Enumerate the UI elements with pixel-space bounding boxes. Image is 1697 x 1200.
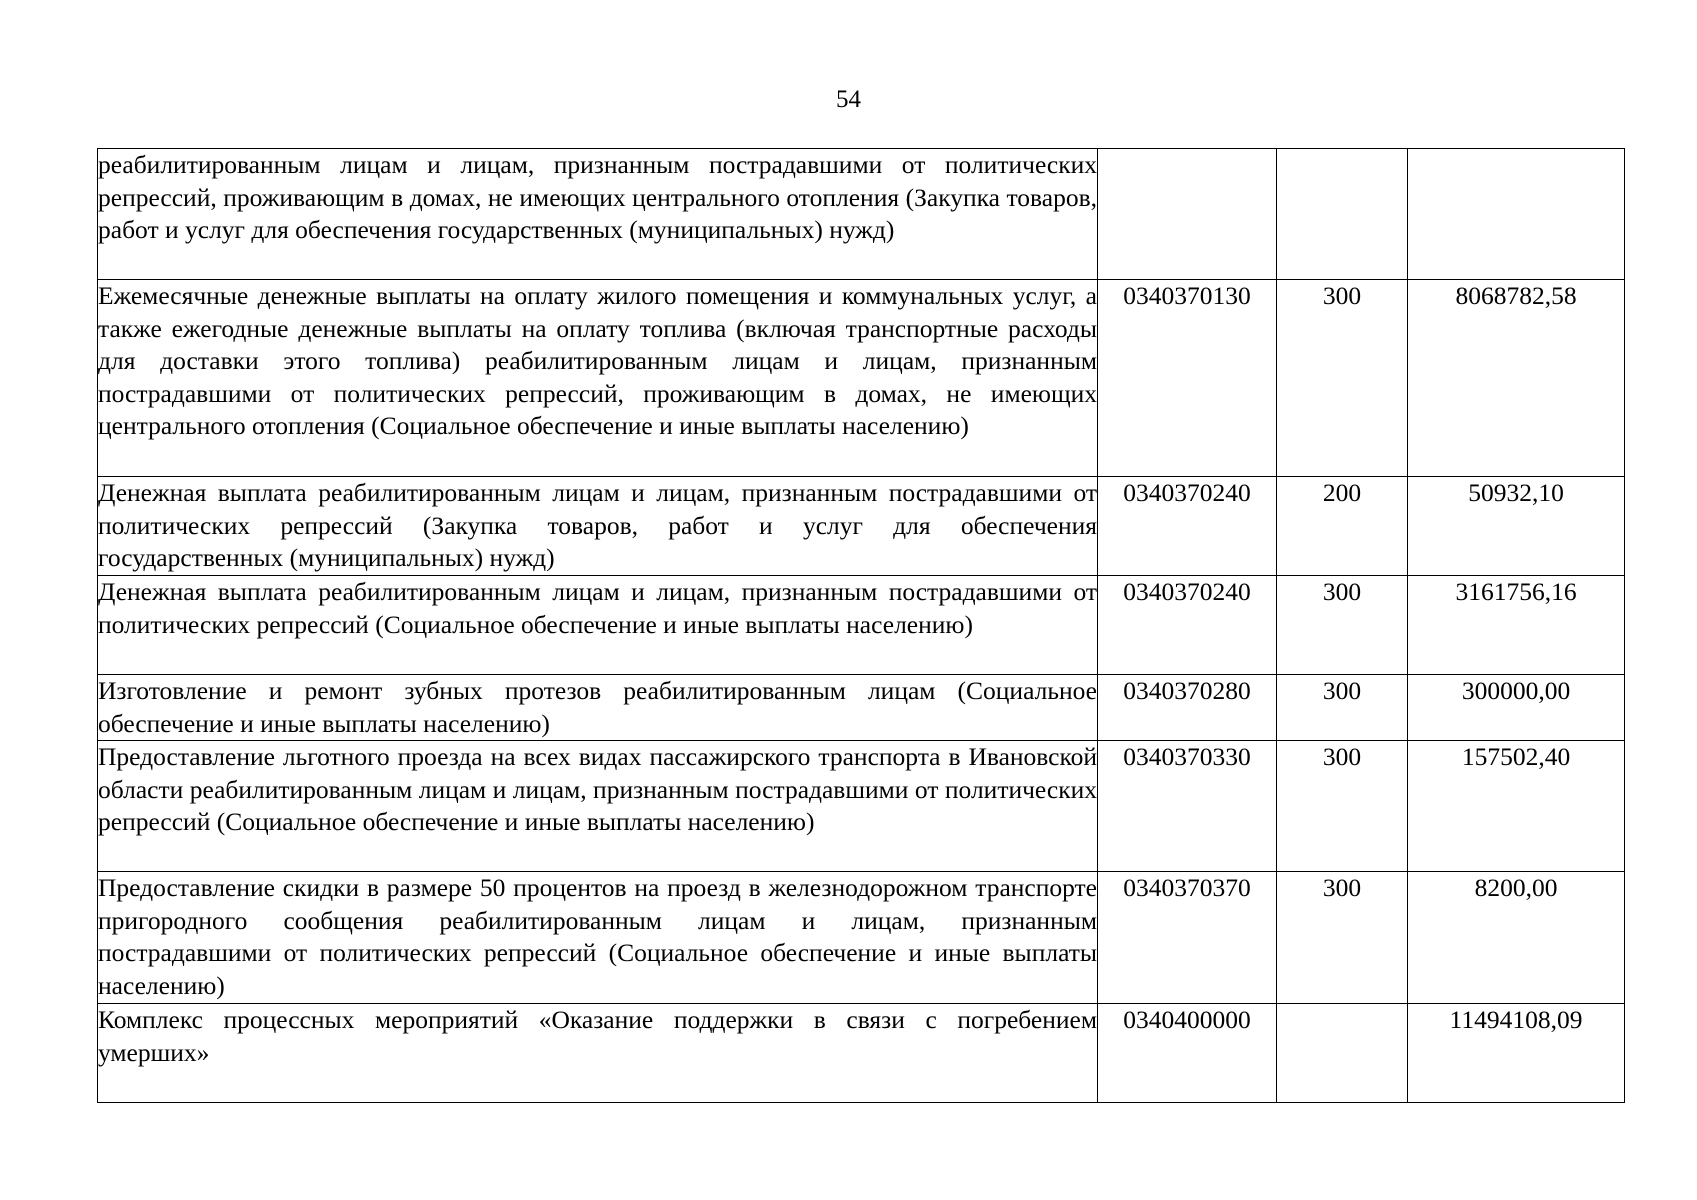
row-sum-cell: 8068782,58 xyxy=(1408,280,1625,477)
row-code-cell: 0340370130 xyxy=(1098,280,1277,477)
row-expense-type-cell: 300 xyxy=(1277,741,1408,872)
row-sum-cell xyxy=(1408,149,1625,280)
table-row xyxy=(98,280,1625,477)
table-row xyxy=(98,149,1625,280)
row-name-cell: Предоставление льготного проезда на всех видах пассажирского транспорта в Ивановской области реабилитированным лицам и лицам, признанным пострадавшими от политических репрессий (Социальное обеспечение и иные выплаты населению) xyxy=(98,741,1098,872)
row-name-cell: Денежная выплата реабилитированным лицам и лицам, признанным пострадавшими от политических репрессий (Закупка товаров, работ и услуг для обеспечения государственных (муниципальных) нужд) xyxy=(98,477,1098,576)
row-sum-cell: 8200,00 xyxy=(1408,872,1625,1004)
row-name-cell: Изготовление и ремонт зубных протезов реабилитированным лицам (Социальное обеспечение и иные выплаты населению) xyxy=(98,675,1098,741)
row-expense-type-cell xyxy=(1277,1004,1408,1103)
page-number: 54 xyxy=(836,86,861,113)
table-row xyxy=(98,741,1625,872)
row-expense-type-cell: 300 xyxy=(1277,280,1408,477)
row-code-cell: 0340370240 xyxy=(1098,576,1277,675)
table-row xyxy=(98,1004,1625,1103)
row-expense-type-cell: 300 xyxy=(1277,576,1408,675)
row-code-cell: 0340400000 xyxy=(1098,1004,1277,1103)
table-row xyxy=(98,872,1625,1004)
row-sum-cell: 3161756,16 xyxy=(1408,576,1625,675)
table-row xyxy=(98,477,1625,576)
row-code-cell: 0340370330 xyxy=(1098,741,1277,872)
budget-table xyxy=(97,148,1625,1103)
row-name-cell: Комплекс процессных мероприятий «Оказание поддержки в связи с погребением умерших» xyxy=(98,1004,1098,1103)
row-code-cell: 0340370240 xyxy=(1098,477,1277,576)
row-sum-cell: 50932,10 xyxy=(1408,477,1625,576)
row-expense-type-cell xyxy=(1277,149,1408,280)
row-code-cell: 0340370370 xyxy=(1098,872,1277,1004)
row-name-cell: Денежная выплата реабилитированным лицам и лицам, признанным пострадавшими от политических репрессий (Социальное обеспечение и иные выплаты населению) xyxy=(98,576,1098,675)
table-row xyxy=(98,576,1625,675)
row-sum-cell: 157502,40 xyxy=(1408,741,1625,872)
row-name-cell: реабилитированным лицам и лицам, признанным пострадавшими от политических репрессий, проживающим в домах, не имеющих центрального отопления (Закупка товаров, работ и услуг для обеспечения государственных (муниципальных) нужд) xyxy=(98,149,1098,280)
row-code-cell xyxy=(1098,149,1277,280)
row-sum-cell: 300000,00 xyxy=(1408,675,1625,741)
row-expense-type-cell: 300 xyxy=(1277,872,1408,1004)
row-expense-type-cell: 300 xyxy=(1277,675,1408,741)
table-row xyxy=(98,675,1625,741)
row-name-cell: Предоставление скидки в размере 50 процентов на проезд в железнодорожном транспорте пригородного сообщения реабилитированным лицам и лицам, признанным пострадавшими от политических репрессий (Социальное обеспечение и иные выплаты населению) xyxy=(98,872,1098,1004)
row-name-cell: Ежемесячные денежные выплаты на оплату жилого помещения и коммунальных услуг, а также ежегодные денежные выплаты на оплату топлива (включая транспортные расходы для доставки этого топлива) реабилитированным лицам и лицам, признанным пострадавшими от политических репрессий, проживающим в домах, не имеющих центрального отопления (Социальное обеспечение и иные выплаты населению) xyxy=(98,280,1098,477)
row-sum-cell: 11494108,09 xyxy=(1408,1004,1625,1103)
row-expense-type-cell: 200 xyxy=(1277,477,1408,576)
row-code-cell: 0340370280 xyxy=(1098,675,1277,741)
